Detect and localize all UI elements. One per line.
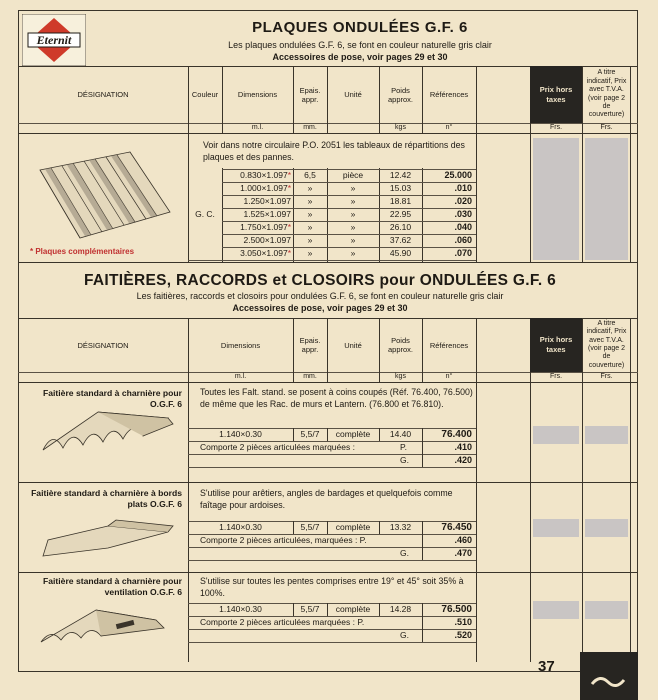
ridge-standard-illustration [38, 410, 178, 460]
wave-icon [580, 652, 638, 700]
product-poids: 14.40 [389, 429, 412, 439]
row-epaisseur: » [307, 183, 313, 193]
product-name: Faitière standard à charnière à bords plats O.G.F. 6 [31, 488, 182, 509]
section2-subtitle: Les faitières, raccords et closoirs pour ondulées G.F. 6, se font en couleur naturelle gris clair [136, 291, 504, 301]
product-g-ref: .420 [454, 455, 472, 465]
product-g-ref: .470 [454, 548, 472, 558]
row-unite: » [350, 183, 356, 193]
section2-accessories: Accessoires de pose, voir pages 29 et 30 [232, 303, 408, 313]
product-epaisseur: 5,5/7 [300, 429, 320, 439]
product-note: S'utilise sur toutes les pentes comprises entre 19° et 45° soit 35% à 100%. [200, 576, 464, 598]
row-dimensions-value: 0.830×1.097 [240, 170, 288, 180]
ridge-ventilation-illustration [36, 606, 176, 652]
corrugated-sheet-illustration [30, 150, 180, 240]
row-unite: » [350, 235, 356, 245]
unit-epaisseur: mm. [303, 124, 317, 131]
row-reference: .060 [454, 235, 472, 245]
row-reference: .030 [454, 209, 472, 219]
header-epaisseur: Epais. appr. [299, 85, 321, 104]
product-p-ref: .410 [454, 442, 472, 452]
section1-title: PLAQUES ONDULÉES G.F. 6 [252, 19, 468, 36]
row-rule [188, 642, 476, 643]
product-note: S'utilise pour arêtiers, angles de bardages et quelquefois comme faîtage pour ardoises. [200, 488, 453, 510]
section1-accessories: Accessoires de pose, voir pages 29 et 30 [272, 52, 448, 62]
header2-poids: Poids approx. [387, 336, 414, 354]
price-ht-cell [533, 519, 579, 537]
header2-references: Références [429, 340, 469, 350]
product-unite: complète [335, 604, 371, 614]
product-reference: 76.400 [441, 429, 472, 440]
row-epaisseur: » [307, 196, 313, 206]
row-poids: 26.10 [389, 222, 412, 232]
product-epaisseur: 5,5/7 [300, 522, 320, 532]
page-number: 37 [538, 658, 555, 675]
header2-unite: Unité [344, 340, 362, 350]
unit-references: n° [445, 124, 453, 131]
price-tva-cell [585, 519, 628, 537]
unit2-epaisseur: mm. [303, 373, 317, 380]
product-poids: 13.32 [389, 522, 412, 532]
row-dimensions-value: 2.500×1.097 [243, 235, 291, 245]
row-epaisseur: » [307, 222, 313, 232]
row-rule [188, 467, 476, 468]
unit2-prix-ht: Frs. [549, 373, 563, 380]
product-g-label: G. [400, 630, 409, 640]
row-rule [188, 560, 476, 561]
unit2-dimensions: m.l. [234, 373, 247, 380]
header2-epaisseur: Epais. appr. [299, 336, 321, 354]
couleur-value: G. C. [195, 209, 215, 219]
header-couleur: Couleur [191, 90, 219, 99]
row-unite: » [350, 209, 356, 219]
row-dimensions-value: 3.050×1.097 [240, 248, 288, 258]
product-reference: 76.450 [441, 522, 472, 533]
row-reference: .010 [454, 183, 472, 193]
col-divider [630, 318, 631, 652]
corner-block [580, 652, 638, 700]
header-dimensions: Dimensions [237, 90, 278, 99]
header-poids: Poids approx. [387, 85, 414, 104]
col-divider [476, 318, 477, 662]
product-dimensions: 1.140×0.30 [219, 522, 262, 532]
row-poids: 22.95 [389, 209, 412, 219]
col-divider [630, 66, 631, 262]
header-unite: Unité [344, 90, 362, 99]
section2-title: FAITIÈRES, RACCORDS et CLOSOIRS pour ONDULÉES G.F. 6 [83, 272, 557, 289]
product-name: Faitière standard à charnière pour O.G.F. 6 [43, 388, 182, 409]
footnote-complementary: * Plaques complémentaires [30, 247, 135, 256]
header-prix-tva: A titre indicatif, Prix avec T.V.A. (voir page 2 de couverture) [586, 69, 627, 119]
row-dimensions [224, 222, 291, 232]
row-dimensions-value: 1.000×1.097 [240, 183, 288, 193]
row-star: * [287, 170, 291, 180]
rule [18, 382, 638, 383]
row-poids: 37.62 [389, 235, 412, 245]
eternit-logo [22, 14, 86, 66]
product-comporte: Comporte 2 pièces articulées marquées : P. [200, 617, 365, 627]
row-epaisseur: » [307, 235, 313, 245]
header-designation: DÉSIGNATION [77, 90, 129, 99]
row-dimensions-value: 1.525×1.097 [243, 209, 291, 219]
row-epaisseur: » [307, 209, 313, 219]
unit-prix-tva: Frs. [600, 124, 613, 131]
product-p-ref: .460 [454, 535, 472, 545]
unit2-poids: kgs [395, 373, 406, 380]
product-unite: complète [335, 522, 371, 532]
product-unite: complète [335, 429, 371, 439]
row-rule [188, 260, 476, 261]
product-note: Toutes les Falt. stand. se posent à coins coupés (Réf. 76.400, 76.500) de même que les Rac. de murs et Lantern. (76.800 et 76.810). [200, 387, 473, 409]
unit-dimensions: m.l. [251, 124, 264, 131]
row-dimensions [224, 170, 291, 180]
row-dimensions [224, 183, 291, 193]
row-epaisseur: 6,5 [304, 170, 316, 180]
rule [18, 482, 638, 483]
product-reference: 76.500 [441, 604, 472, 615]
row-poids: 15.03 [389, 183, 412, 193]
row-unite: » [350, 222, 356, 232]
price-ht-cell [533, 601, 579, 619]
row-poids: 12.42 [389, 170, 412, 180]
product-comporte: Comporte 2 pièces articulées marquées : [200, 442, 355, 452]
row-dimensions-value: 1.250×1.097 [243, 196, 291, 206]
header2-prix-tva: A titre indicatif, Prix avec T.V.A. (voir page 2 de couverture) [586, 319, 627, 369]
product-g-label: G. [400, 455, 409, 465]
row-poids: 45.90 [389, 248, 412, 258]
row-epaisseur: » [307, 248, 313, 258]
section1-note: Voir dans notre circulaire P.O. 2051 les tableaux de répartitions des plaques et des pannes. [203, 140, 465, 162]
rule [18, 572, 638, 573]
row-dimensions [224, 209, 291, 219]
row-poids: 18.81 [389, 196, 412, 206]
unit2-references: n° [445, 373, 453, 380]
header2-designation: DÉSIGNATION [77, 340, 129, 350]
svg-text:Eternit: Eternit [36, 33, 72, 47]
price-tva-cell [585, 601, 628, 619]
row-dimensions [224, 196, 291, 206]
product-epaisseur: 5,5/7 [300, 604, 320, 614]
product-p-label: P. [400, 442, 407, 452]
product-p-ref: .510 [454, 617, 472, 627]
header2-prix-ht: Prix hors taxes [530, 318, 582, 372]
product-g-ref: .520 [454, 630, 472, 640]
header-prix-ht: Prix hors taxes [530, 66, 582, 123]
header-references: Références [429, 90, 469, 99]
row-star: * [287, 248, 291, 258]
row-reference: .020 [454, 196, 472, 206]
ridge-flat-illustration [38, 518, 178, 562]
section1-subtitle: Les plaques ondulées G.F. 6, se font en couleur naturelle gris clair [228, 40, 492, 50]
product-poids: 14.28 [389, 604, 412, 614]
col-divider [476, 66, 477, 262]
price-ht-cell [533, 426, 579, 444]
row-reference: .070 [454, 248, 472, 258]
row-unite: » [350, 196, 356, 206]
product-name: Faitière standard à charnière pour ventilation O.G.F. 6 [43, 576, 182, 597]
unit-prix-ht: Frs. [549, 124, 563, 131]
row-dimensions [224, 235, 291, 245]
row-star: * [287, 183, 291, 193]
header2-dimensions: Dimensions [220, 340, 261, 350]
product-dimensions: 1.140×0.30 [219, 429, 262, 439]
rule [18, 262, 638, 263]
row-reference: 25.000 [444, 170, 472, 180]
unit2-prix-tva: Frs. [600, 373, 613, 380]
row-dimensions-value: 1.750×1.097 [240, 222, 288, 232]
row-reference: .040 [454, 222, 472, 232]
product-comporte: Comporte 2 pièces articulées, marquées : P. [200, 535, 367, 545]
unit-poids: kgs [395, 124, 406, 131]
row-star: * [287, 222, 291, 232]
row-unite: pièce [342, 170, 364, 180]
row-dimensions [224, 248, 291, 258]
price-ht-cell [533, 138, 579, 260]
product-dimensions: 1.140×0.30 [219, 604, 262, 614]
rule [18, 133, 638, 134]
price-tva-cell [585, 426, 628, 444]
product-g-label: G. [400, 548, 409, 558]
row-unite: » [350, 248, 356, 258]
price-tva-cell [585, 138, 628, 260]
